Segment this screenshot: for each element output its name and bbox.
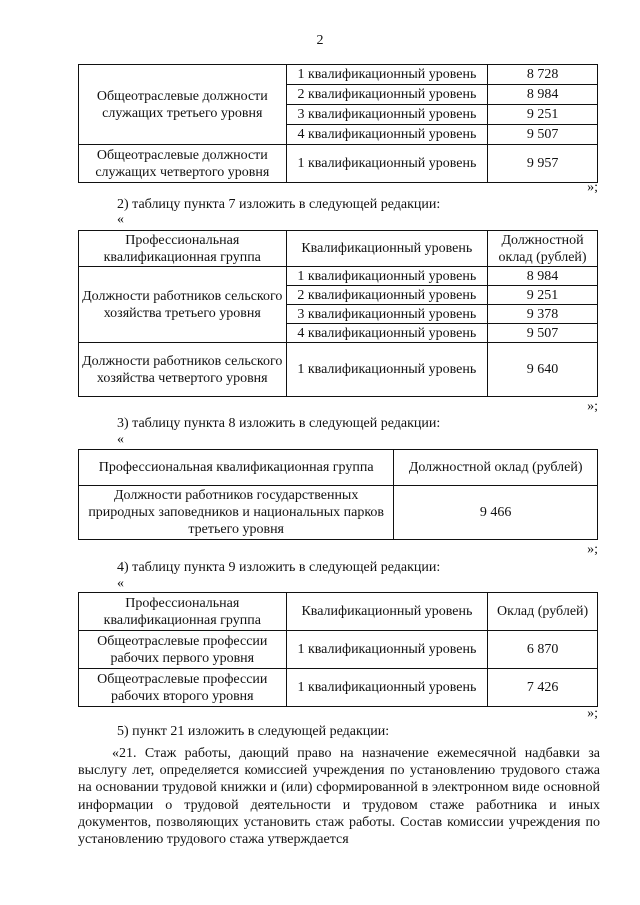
table-header-row: [79, 593, 598, 631]
table-point7: [78, 230, 598, 397]
paragraph-item-2: 2) таблицу пункта 7 изложить в следующей редакции:: [117, 197, 441, 212]
salary-cell: 7 426: [488, 669, 598, 707]
salary-cell: 8 728: [488, 65, 598, 85]
paragraph-item-4: 4) таблицу пункта 9 изложить в следующей редакции:: [117, 560, 441, 575]
header-cell: Профессиональная квалификационная группа: [79, 593, 287, 631]
salary-cell: 9 957: [488, 145, 598, 183]
salary-cell: 9 507: [488, 125, 598, 145]
header-cell: Оклад (рублей): [488, 593, 598, 631]
header-cell: Квалификационный уровень: [286, 593, 488, 631]
point-21-text: [78, 745, 600, 848]
group-cell: Общеотраслевые профессии рабочих второго уровня: [79, 669, 287, 707]
group-cell: Общеотраслевые должности служащих четвертого уровня: [79, 145, 287, 183]
table-row: [79, 669, 598, 707]
salary-cell: 8 984: [488, 267, 598, 286]
point-21-paragraph: «21. Стаж работы, дающий право на назначение ежемесячной надбавки за выслугу лет, определяется комиссией учреждения по установлению трудового стажа на основании трудовой книжки и (или) сформированной в электронном виде основной информации о трудовой деятельности и трудовом стаже работника и иных документов, позволяющих установить стаж работы. Состав комиссии учреждения по установлению трудового стажа утверждается: [78, 746, 600, 848]
level-cell: 3 квалификационный уровень: [286, 105, 488, 125]
table-row: [79, 631, 598, 669]
salary-cell: 6 870: [488, 631, 598, 669]
level-cell: 1 квалификационный уровень: [286, 343, 488, 397]
group-cell: Общеотраслевые должности служащих третьего уровня: [79, 65, 287, 145]
table-point6-continuation: [78, 64, 598, 183]
salary-cell: 8 984: [488, 85, 598, 105]
page-number: 2: [316, 33, 324, 48]
opening-quote: «: [117, 576, 124, 591]
level-cell: 1 квалификационный уровень: [286, 631, 488, 669]
header-cell: Профессиональная квалификационная группа: [79, 450, 394, 486]
level-cell: 1 квалификационный уровень: [286, 267, 488, 286]
salary-cell: 9 466: [394, 486, 598, 540]
level-cell: 3 квалификационный уровень: [286, 305, 488, 324]
salary-cell: 9 640: [488, 343, 598, 397]
header-cell: Квалификационный уровень: [286, 231, 488, 267]
closing-quote: »;: [587, 706, 598, 721]
level-cell: 4 квалификационный уровень: [286, 125, 488, 145]
group-cell: Должности работников государственных природных заповедников и национальных парков третьего уровня: [79, 486, 394, 540]
level-cell: 4 квалификационный уровень: [286, 324, 488, 343]
header-cell: Профессиональная квалификационная группа: [79, 231, 287, 267]
opening-quote: «: [117, 212, 124, 227]
table-row: [79, 145, 598, 183]
closing-quote: »;: [587, 542, 598, 557]
closing-quote: »;: [587, 180, 598, 195]
group-cell: Должности работников сельского хозяйства четвертого уровня: [79, 343, 287, 397]
salary-cell: 9 378: [488, 305, 598, 324]
paragraph-item-5: 5) пункт 21 изложить в следующей редакции:: [117, 724, 390, 739]
table-row: [79, 343, 598, 397]
table-row: [79, 486, 598, 540]
table-header-row: [79, 450, 598, 486]
level-cell: 1 квалификационный уровень: [286, 65, 488, 85]
table-row: [79, 267, 598, 286]
level-cell: 1 квалификационный уровень: [286, 669, 488, 707]
closing-quote: »;: [587, 399, 598, 414]
table-point8: [78, 449, 598, 540]
table-point9: [78, 592, 598, 707]
group-cell: Общеотраслевые профессии рабочих первого уровня: [79, 631, 287, 669]
table-header-row: [79, 231, 598, 267]
salary-cell: 9 507: [488, 324, 598, 343]
header-cell: Должностной оклад (рублей): [394, 450, 598, 486]
level-cell: 2 квалификационный уровень: [286, 85, 488, 105]
level-cell: 2 квалификационный уровень: [286, 286, 488, 305]
level-cell: 1 квалификационный уровень: [286, 145, 488, 183]
salary-cell: 9 251: [488, 105, 598, 125]
group-cell: Должности работников сельского хозяйства третьего уровня: [79, 267, 287, 343]
header-cell: Должностной оклад (рублей): [488, 231, 598, 267]
table-row: [79, 65, 598, 85]
paragraph-item-3: 3) таблицу пункта 8 изложить в следующей редакции:: [117, 416, 441, 431]
salary-cell: 9 251: [488, 286, 598, 305]
opening-quote: «: [117, 432, 124, 447]
